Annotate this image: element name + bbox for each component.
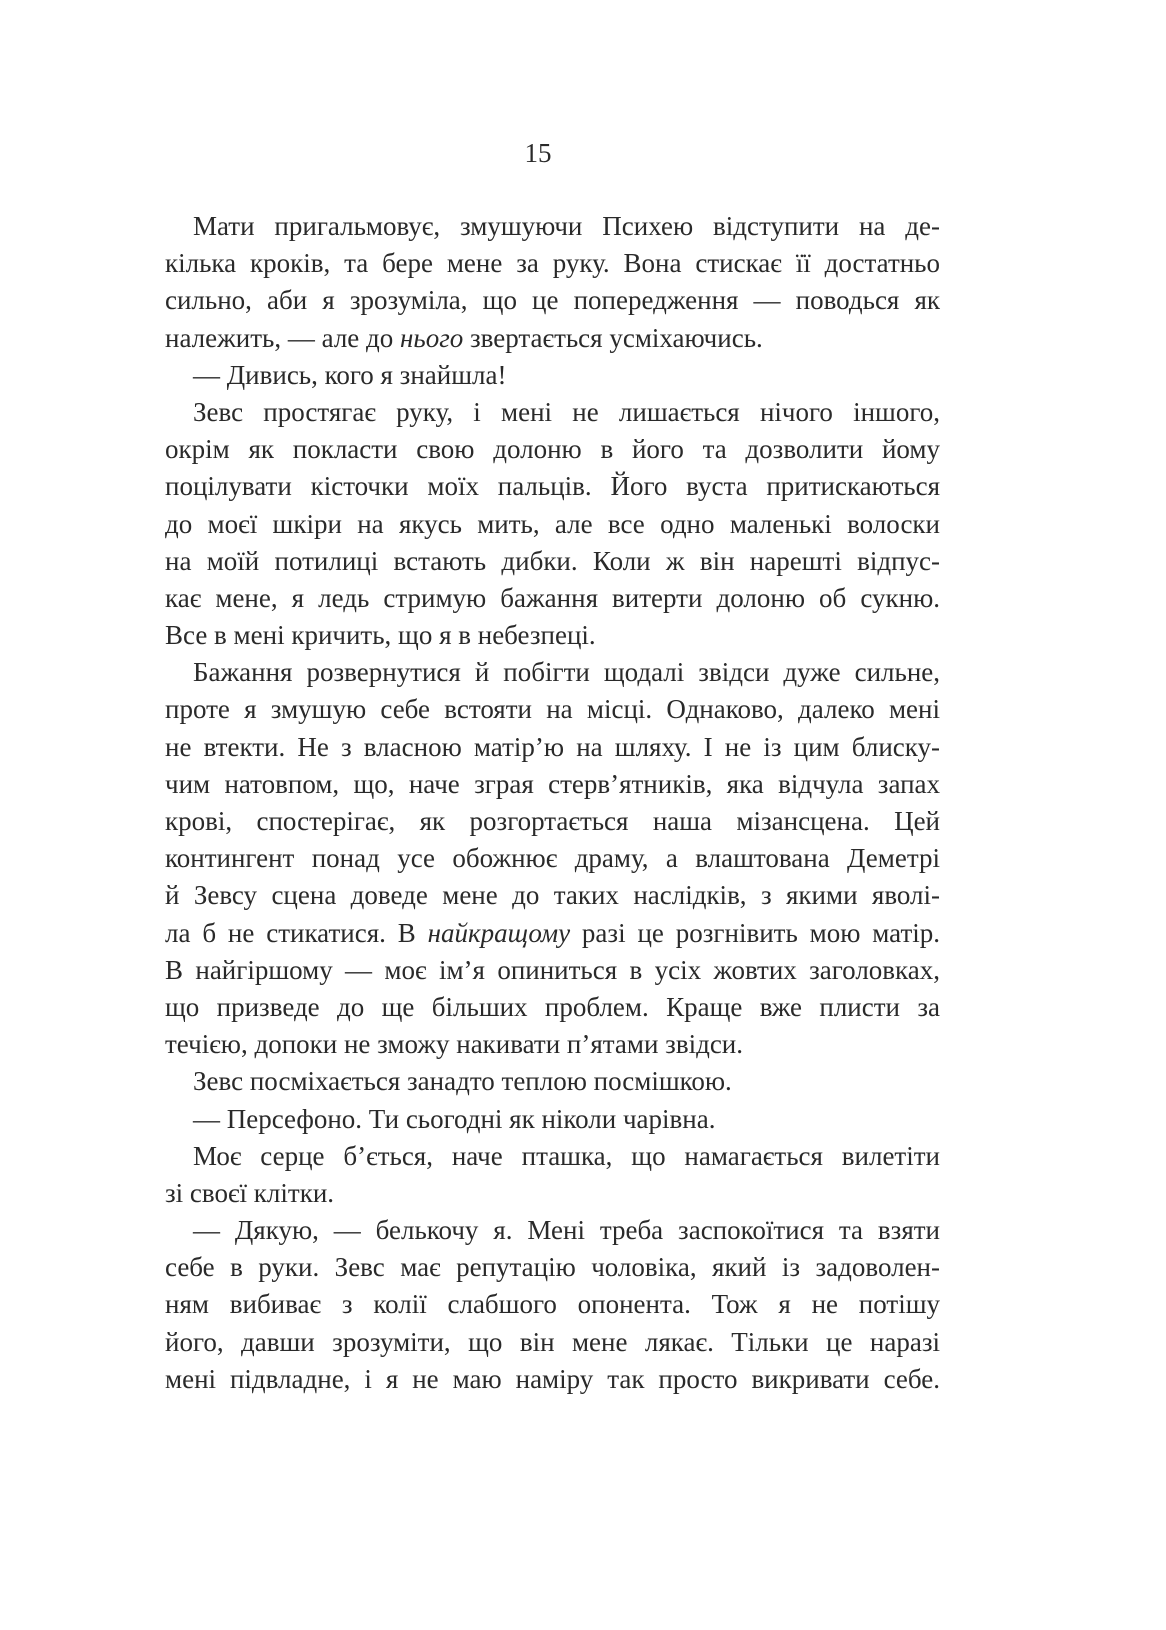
text-span: мені підвладне, і я не маю наміру так просто викривати себе. bbox=[165, 1363, 940, 1394]
text-line bbox=[165, 1026, 940, 1063]
text-span: ням вибиває з колії слабшого опонента. Тож я не потішу bbox=[165, 1289, 940, 1320]
text-line bbox=[165, 617, 940, 654]
text-line bbox=[165, 1249, 940, 1286]
text-line bbox=[165, 1361, 940, 1398]
italic-emphasis: найкращому bbox=[427, 917, 571, 948]
text-span: — Дивись, кого я знайшла! bbox=[193, 359, 507, 390]
text-line bbox=[165, 468, 940, 505]
text-span: себе в руки. Зевс має репутацію чоловіка, який із задоволен- bbox=[165, 1252, 940, 1283]
text-span: крові, спостерігає, як розгортається наша мізансцена. Цей bbox=[165, 806, 940, 836]
text-span: — Дякую, — белькочу я. Мені треба заспокоїтися та взяти bbox=[193, 1215, 940, 1246]
text-line bbox=[165, 915, 940, 952]
text-line bbox=[165, 691, 940, 728]
text-span: сильно, аби я зрозуміла, що це попередження — поводься як bbox=[165, 285, 940, 316]
text-span: на моїй потилиці встають дибки. Коли ж він нарешті відпус- bbox=[165, 545, 940, 576]
text-span: зі своєї клітки. bbox=[165, 1177, 335, 1208]
text-line bbox=[165, 320, 940, 357]
text-line bbox=[165, 803, 940, 840]
text-span: що призведе до ще більших проблем. Краще вже плисти за bbox=[165, 991, 940, 1022]
text-span: течією, допоки не зможу накивати п’ятами звідси. bbox=[165, 1029, 744, 1060]
text-span: належить, — але до bbox=[165, 322, 401, 353]
body-text bbox=[165, 208, 940, 1398]
text-line bbox=[165, 1138, 940, 1175]
text-line bbox=[165, 543, 940, 580]
text-span: разі це розгнівить мою матір. bbox=[570, 917, 940, 948]
text-span: окрім як покласти свою долоню в його та дозволити йому bbox=[165, 434, 940, 465]
text-span: Все в мені кричить, що я в небезпеці. bbox=[165, 620, 596, 651]
text-line bbox=[165, 1175, 940, 1212]
text-line bbox=[165, 654, 940, 691]
text-line bbox=[165, 989, 940, 1026]
text-line bbox=[165, 766, 940, 803]
text-span: проте я змушую себе встояти на місці. Однаково, далеко мені bbox=[165, 694, 940, 725]
text-line bbox=[165, 1101, 940, 1138]
text-line bbox=[165, 357, 940, 394]
text-line bbox=[165, 877, 940, 914]
text-span: до моєї шкіри на якусь мить, але все одно маленькі волоски bbox=[165, 508, 940, 539]
text-line bbox=[165, 1324, 940, 1361]
text-span: поцілувати кісточки моїх пальців. Його вуста притискаються bbox=[165, 471, 940, 502]
text-line bbox=[165, 580, 940, 617]
text-span: кілька кроків, та бере мене за руку. Вона стискає її достатньо bbox=[165, 248, 940, 279]
text-span: чим натовпом, що, наче зграя стерв’ятників, яка відчула запах bbox=[165, 768, 940, 799]
text-span: ла б не стикатися. В bbox=[165, 917, 428, 948]
text-line bbox=[165, 208, 940, 245]
text-line bbox=[165, 729, 940, 766]
text-span: Бажання розвернутися й побігти щодалі звідси дуже сильне, bbox=[193, 657, 940, 688]
text-line bbox=[165, 506, 940, 543]
text-span: — Персефоно. Ти сьогодні як ніколи чарівна. bbox=[193, 1103, 716, 1134]
text-span: В найгіршому — моє ім’я опиниться в усіх жовтих заголовках, bbox=[165, 954, 940, 985]
text-span: звертається усміхаючись. bbox=[463, 322, 763, 353]
text-line bbox=[165, 282, 940, 319]
text-line bbox=[165, 840, 940, 877]
text-span: Моє серце б’ється, наче пташка, що намагається вилетіти bbox=[193, 1140, 940, 1171]
text-span: контингент понад усе обожнює драму, а влаштована Деметрі bbox=[165, 843, 940, 874]
text-span: Зевс простягає руку, і мені не лишається нічого іншого, bbox=[193, 396, 940, 427]
text-span: Зевс посміхається занадто теплою посмішкою. bbox=[193, 1066, 732, 1097]
text-span: його, давши зрозуміти, що він мене лякає. Тільки це наразі bbox=[165, 1326, 940, 1357]
text-span: Мати пригальмовує, змушуючи Психею відступити на де- bbox=[193, 211, 940, 241]
text-line bbox=[165, 431, 940, 468]
text-line bbox=[165, 245, 940, 282]
italic-emphasis: нього bbox=[400, 322, 464, 353]
text-line bbox=[165, 1063, 940, 1100]
text-span: кає мене, я ледь стримую бажання витерти долоню об сукню. bbox=[165, 582, 940, 613]
text-span: не втекти. Не з власною матір’ю на шляху. І не із цим блиску- bbox=[165, 731, 940, 762]
page-number: 15 bbox=[524, 138, 552, 168]
text-line bbox=[165, 394, 940, 431]
text-line bbox=[165, 1212, 940, 1249]
text-line bbox=[165, 1286, 940, 1323]
text-line bbox=[165, 952, 940, 989]
text-span: й Зевсу сцена доведе мене до таких наслідків, з якими яволі- bbox=[165, 880, 940, 911]
